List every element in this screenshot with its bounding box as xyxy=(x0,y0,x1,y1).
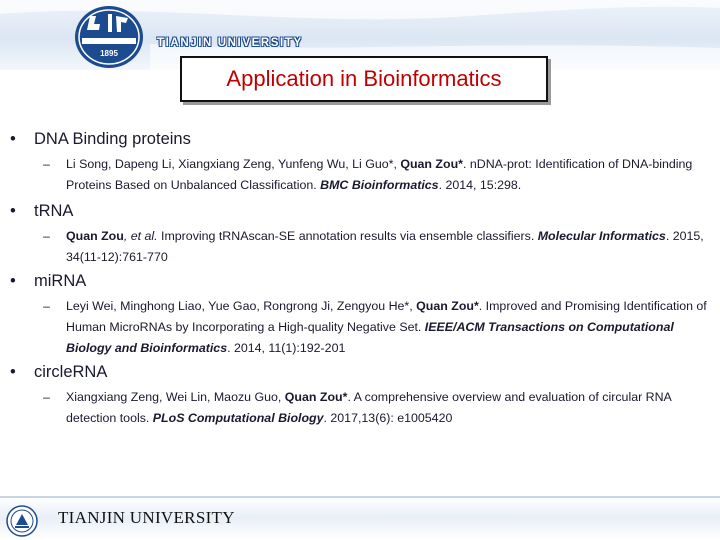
citation-circlerna xyxy=(43,387,715,429)
bullet-dna-binding xyxy=(10,130,191,149)
citation-highlight-author: Quan Zou* xyxy=(416,299,479,313)
bullet-heading: circleRNA xyxy=(34,363,108,381)
citation-journal: PLoS Computational Biology xyxy=(152,411,324,425)
bullet-mirna xyxy=(10,272,86,291)
dash-icon: – xyxy=(43,157,50,171)
citation-title: . Improved and Promising Identification of Human MicroRNAs by Incorporating a High-quality Negative Set. xyxy=(66,299,707,334)
footer-seal-logo xyxy=(6,505,38,537)
citation-authors: Xiangxiang Zeng, Wei Lin, Maozu Guo, xyxy=(66,390,285,404)
bullet-heading: DNA Binding proteins xyxy=(34,130,191,148)
citation-highlight-author: Quan Zou* xyxy=(284,390,348,404)
citation-trna xyxy=(43,226,715,268)
bullet-dot-icon: • xyxy=(10,202,16,220)
citation-dna-binding xyxy=(43,154,715,196)
citation-etal: , et al. xyxy=(123,229,158,243)
bullet-trna xyxy=(10,202,73,221)
citation-highlight-author: Quan Zou xyxy=(66,229,124,243)
slide-title-box xyxy=(180,56,548,102)
citation-details: . 2014, 15:298. xyxy=(438,178,522,192)
citation-text xyxy=(66,387,715,429)
citation-details: . 2014, 11(1):192-201 xyxy=(227,341,346,355)
bullet-dot-icon: • xyxy=(10,272,16,290)
university-seal-logo xyxy=(68,4,150,70)
bullet-heading: miRNA xyxy=(34,272,87,290)
citation-mirna xyxy=(43,296,715,359)
citation-text xyxy=(66,226,715,268)
seal-year-text: 1895 xyxy=(100,49,118,58)
citation-journal: Molecular Informatics xyxy=(537,229,666,243)
citation-authors: Li Song, Dapeng Li, Xiangxiang Zeng, Yunfeng Wu, Li Guo*, xyxy=(66,157,401,171)
citation-highlight-author: Quan Zou* xyxy=(400,157,463,171)
citation-text xyxy=(66,154,715,196)
citation-authors: Leyi Wei, Minghong Liao, Yue Gao, Rongrong Ji, Zengyou He*, xyxy=(66,299,417,313)
citation-details: . 2017,13(6): e1005420 xyxy=(323,411,453,425)
bullet-heading: tRNA xyxy=(34,202,74,220)
citation-title: Improving tRNAscan-SE annotation results via ensemble classifiers. xyxy=(157,229,538,243)
bullet-circlerna xyxy=(10,363,107,382)
footer-divider xyxy=(0,496,720,498)
citation-text xyxy=(66,296,715,359)
slide-title: Application in Bioinformatics xyxy=(226,66,502,91)
citation-title: . A comprehensive overview and evaluation of circular RNA detection tools. xyxy=(66,390,672,425)
citation-title: . nDNA-prot: Identification of DNA-binding Proteins Based on Unbalanced Classification. xyxy=(66,157,693,192)
university-wordmark: TIANJIN UNIVERSITY xyxy=(157,37,303,49)
bullet-dot-icon: • xyxy=(10,130,16,148)
dash-icon: – xyxy=(43,229,50,243)
dash-icon: – xyxy=(43,299,50,313)
bullet-dot-icon: • xyxy=(10,363,16,381)
citation-journal: BMC Bioinformatics xyxy=(320,178,439,192)
citation-journal: IEEE/ACM Transactions on Computational Biology and Bioinformatics xyxy=(66,320,674,355)
dash-icon: – xyxy=(43,390,50,404)
citation-details: . 2015, 34(11-12):761-770 xyxy=(66,229,704,264)
footer-university-name: TIANJIN UNIVERSITY xyxy=(58,508,235,527)
